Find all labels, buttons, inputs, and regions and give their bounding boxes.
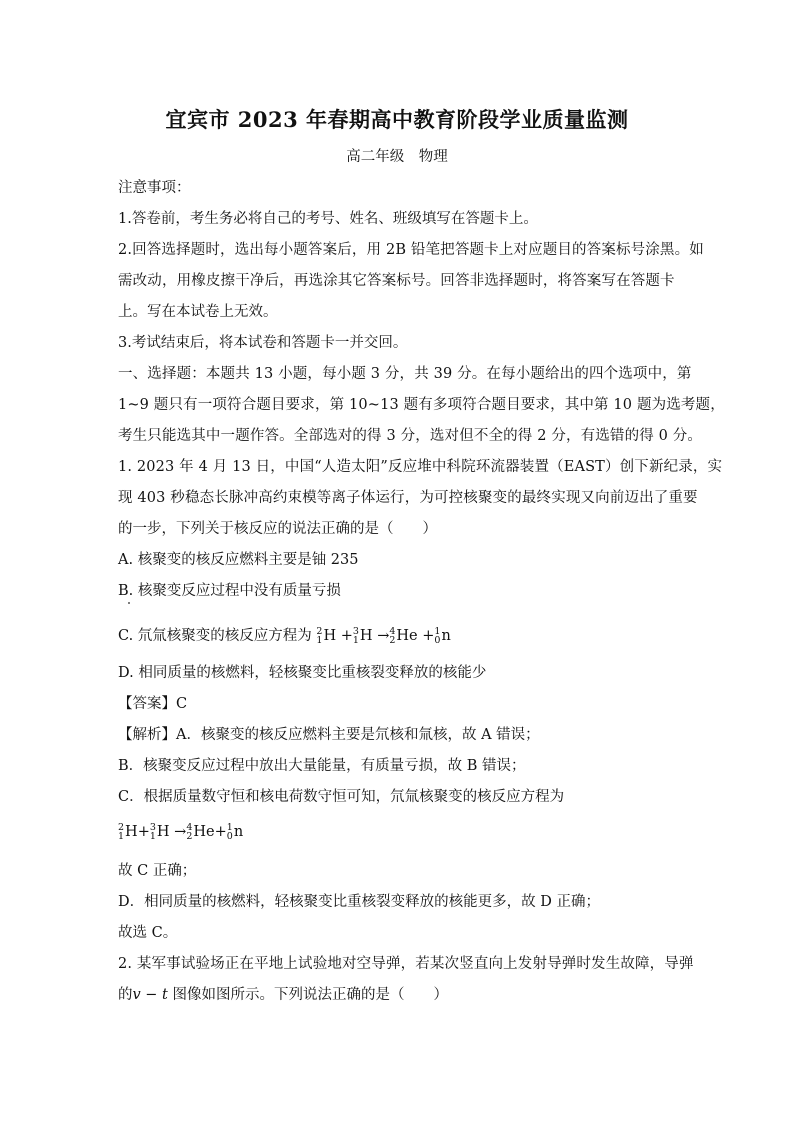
- question-1-option-a: A. 核聚变的核反应燃料主要是铀 235: [118, 552, 359, 568]
- stray-dot-mark: [128, 602, 130, 604]
- notice-item-2-line-2: 需改动，用橡皮擦干净后，再选涂其它答案标号。回答非选择题时，将答案写在答题卡: [118, 273, 675, 289]
- analysis-line-6: 故选 C。: [118, 925, 178, 941]
- section-1-intro-line-2: 1~9 题只有一项符合题目要求，第 10~13 题有多项符合题目要求，其中第 10 题为选考题，: [118, 397, 725, 413]
- analysis-equation: 2 1 H+ 3 1 H → 4 2 He+ 1 0 n: [118, 822, 244, 842]
- question-2-stem-line-2: 的v − t 图像如图所示。下列说法正确的是（ ）: [118, 987, 448, 1003]
- analysis-line-4: 故 C 正确；: [118, 863, 197, 879]
- section-1-intro-line-3: 考生只能选其中一题作答。全部选对的得 3 分，选对但不全的得 2 分，有选错的得 0 分。: [118, 428, 703, 444]
- question-1-option-d: D. 相同质量的核燃料，轻核聚变比重核裂变释放的核能少: [118, 665, 487, 681]
- analysis-line-5: D．相同质量的核燃料，轻核聚变比重核裂变释放的核能更多，故 D 正确；: [118, 894, 600, 910]
- page-title: 宜宾市 2023 年春期高中教育阶段学业质量监测: [165, 107, 629, 132]
- notice-heading: 注意事项：: [118, 180, 191, 196]
- analysis-line-3: C．根据质量数守恒和核电荷数守恒可知，氘氚核聚变的核反应方程为: [118, 789, 565, 805]
- notice-item-3: 3.考试结束后，将本试卷和答题卡一并交回。: [118, 335, 408, 351]
- option-c-text: C. 氘氚核聚变的核反应方程为: [118, 628, 312, 644]
- notice-item-1: 1.答卷前，考生务必将自己的考号、姓名、班级填写在答题卡上。: [118, 211, 538, 227]
- question-1-stem-line-1: 1. 2023 年 4 月 13 日，中国“人造太阳”反应堆中科院环流器装置（EAST）创下新纪录，实: [118, 459, 723, 475]
- nuclear-equation-option-c: 2 1 H + 3 1 H → 4 2 He + 1 0 n: [316, 626, 451, 646]
- page-subtitle: 高二年级 物理: [346, 149, 448, 165]
- section-1-intro-line-1: 一、选择题：本题共 13 小题，每小题 3 分，共 39 分。在每小题给出的四个选项中，第: [118, 366, 692, 382]
- analysis-line-1: 【解析】A．核聚变的核反应燃料主要是氘核和氚核，故 A 错误；: [118, 727, 540, 743]
- question-1-option-c: [118, 626, 451, 646]
- velocity-time-variable: v − t: [132, 987, 168, 1003]
- answer-line: 【答案】C: [118, 696, 188, 712]
- notice-item-2-line-1: 2.回答选择题时，选出每小题答案后，用 2B 铅笔把答题卡上对应题目的答案标号涂黑。如: [118, 242, 704, 258]
- analysis-line-2: B．核聚变反应过程中放出大量能量，有质量亏损，故 B 错误；: [118, 758, 526, 774]
- notice-item-2-line-3: 上。写在本试卷上无效。: [118, 304, 278, 320]
- question-2-stem-line-1: 2. 某军事试验场正在平地上试验地对空导弹，若某次竖直向上发射导弹时发生故障，导弹: [118, 956, 694, 972]
- question-1-option-b: B. 核聚变反应过程中没有质量亏损: [118, 583, 341, 599]
- question-1-stem-line-2: 现 403 秒稳态长脉冲高约束模等离子体运行，为可控核聚变的最终实现又向前迈出了重要: [118, 490, 698, 506]
- question-1-stem-line-3: 的一步，下列关于核反应的说法正确的是（ ）: [118, 521, 437, 537]
